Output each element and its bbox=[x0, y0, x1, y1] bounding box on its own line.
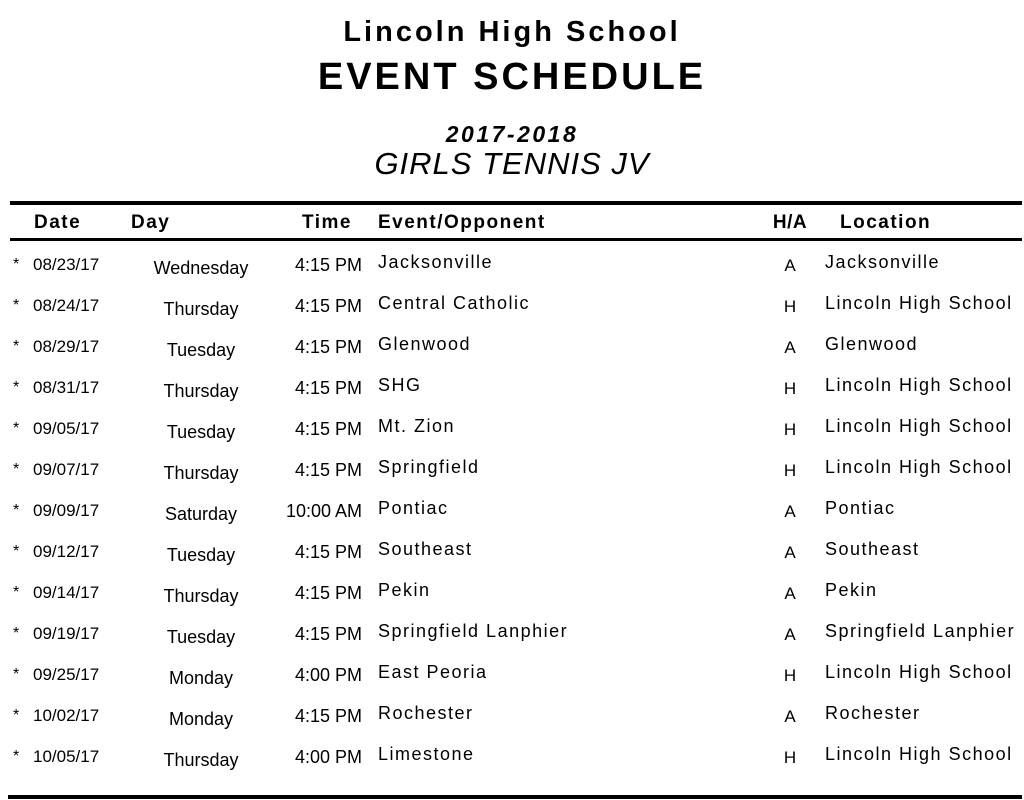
row-star-marker: * bbox=[13, 461, 20, 478]
row-time: 4:15 PM bbox=[294, 419, 362, 439]
row-day: Thursday bbox=[163, 299, 239, 319]
row-location: Lincoln High School bbox=[825, 744, 1013, 764]
row-ha: A bbox=[784, 584, 796, 603]
row-day: Tuesday bbox=[166, 545, 236, 565]
row-location: Lincoln High School bbox=[825, 293, 1013, 313]
row-event: SHG bbox=[378, 375, 422, 395]
row-star-marker: * bbox=[13, 338, 20, 355]
row-time: 4:15 PM bbox=[294, 624, 362, 644]
table-row bbox=[0, 581, 1024, 622]
column-header-day: Day bbox=[131, 212, 171, 233]
row-event: Limestone bbox=[378, 744, 475, 764]
row-day: Thursday bbox=[163, 586, 239, 606]
row-location: Southeast bbox=[825, 539, 920, 559]
row-ha: H bbox=[783, 748, 797, 767]
row-day: Tuesday bbox=[166, 422, 236, 442]
row-location: Rochester bbox=[825, 703, 921, 723]
row-ha: A bbox=[784, 543, 796, 562]
table-row bbox=[0, 335, 1024, 376]
row-day: Wednesday bbox=[153, 258, 249, 278]
school-name: Lincoln High School bbox=[343, 16, 681, 48]
table-row bbox=[0, 622, 1024, 663]
row-ha: H bbox=[783, 461, 797, 480]
row-date: 09/09/17 bbox=[33, 501, 100, 520]
row-time: 10:00 AM bbox=[285, 501, 362, 521]
row-time: 4:15 PM bbox=[294, 542, 362, 562]
row-day: Tuesday bbox=[166, 627, 236, 647]
row-event: Southeast bbox=[378, 539, 473, 559]
row-location: Glenwood bbox=[825, 334, 919, 354]
row-event: Springfield bbox=[378, 457, 480, 477]
row-ha: H bbox=[783, 666, 797, 685]
table-row bbox=[0, 663, 1024, 704]
row-day: Thursday bbox=[163, 463, 239, 483]
row-date: 09/25/17 bbox=[33, 665, 100, 684]
row-date: 09/12/17 bbox=[33, 542, 100, 561]
row-date: 09/14/17 bbox=[33, 583, 100, 602]
row-day: Tuesday bbox=[166, 340, 236, 360]
row-star-marker: * bbox=[13, 256, 20, 273]
column-header-ha: H/A bbox=[772, 212, 808, 233]
row-event: Mt. Zion bbox=[378, 416, 456, 436]
row-star-marker: * bbox=[13, 543, 20, 560]
row-ha: A bbox=[784, 502, 796, 521]
table-row bbox=[0, 745, 1024, 786]
row-event: Glenwood bbox=[378, 334, 472, 354]
row-star-marker: * bbox=[13, 379, 20, 396]
row-date: 09/05/17 bbox=[33, 419, 100, 438]
row-time: 4:15 PM bbox=[294, 296, 362, 316]
row-day: Saturday bbox=[164, 504, 238, 524]
table-row bbox=[0, 253, 1024, 294]
row-ha: A bbox=[784, 338, 796, 357]
row-star-marker: * bbox=[13, 584, 20, 601]
table-row bbox=[0, 540, 1024, 581]
row-event: Pontiac bbox=[378, 498, 449, 518]
row-event: Pekin bbox=[378, 580, 431, 600]
row-date: 08/24/17 bbox=[33, 296, 100, 315]
column-header-event: Event/Opponent bbox=[378, 212, 546, 233]
row-date: 09/07/17 bbox=[33, 460, 100, 479]
table-top-rule bbox=[10, 201, 1022, 205]
row-date: 08/29/17 bbox=[33, 337, 100, 356]
row-event: Springfield Lanphier bbox=[378, 621, 569, 641]
table-row bbox=[0, 458, 1024, 499]
row-time: 4:00 PM bbox=[294, 747, 362, 767]
table-row bbox=[0, 704, 1024, 745]
row-ha: H bbox=[783, 297, 797, 316]
row-ha: A bbox=[784, 625, 796, 644]
row-ha: H bbox=[783, 420, 797, 439]
row-day: Thursday bbox=[163, 381, 239, 401]
row-location: Lincoln High School bbox=[825, 457, 1013, 477]
table-row bbox=[0, 417, 1024, 458]
row-star-marker: * bbox=[13, 297, 20, 314]
column-header-date: Date bbox=[34, 212, 82, 233]
row-date: 09/19/17 bbox=[33, 624, 100, 643]
row-time: 4:15 PM bbox=[294, 706, 362, 726]
row-event: Jacksonville bbox=[378, 252, 494, 272]
season-label: 2017-2018 bbox=[445, 121, 579, 147]
row-star-marker: * bbox=[13, 707, 20, 724]
table-row bbox=[0, 376, 1024, 417]
row-location: Lincoln High School bbox=[825, 375, 1013, 395]
table-row bbox=[0, 499, 1024, 540]
row-ha: H bbox=[783, 379, 797, 398]
row-star-marker: * bbox=[13, 748, 20, 765]
row-star-marker: * bbox=[13, 666, 20, 683]
column-header-time: Time bbox=[301, 212, 352, 233]
row-time: 4:00 PM bbox=[294, 665, 362, 685]
header-bottom-rule bbox=[10, 238, 1022, 241]
row-location: Jacksonville bbox=[825, 252, 941, 272]
row-date: 10/05/17 bbox=[33, 747, 100, 766]
row-star-marker: * bbox=[13, 502, 20, 519]
row-ha: A bbox=[784, 707, 796, 726]
row-location: Pekin bbox=[825, 580, 878, 600]
row-time: 4:15 PM bbox=[294, 378, 362, 398]
team-name: GIRLS TENNIS JV bbox=[374, 146, 650, 181]
row-event: Rochester bbox=[378, 703, 474, 723]
row-date: 08/31/17 bbox=[33, 378, 100, 397]
row-date: 08/23/17 bbox=[33, 255, 100, 274]
row-star-marker: * bbox=[13, 420, 20, 437]
row-time: 4:15 PM bbox=[294, 583, 362, 603]
table-row bbox=[0, 294, 1024, 335]
row-location: Lincoln High School bbox=[825, 662, 1013, 682]
row-day: Monday bbox=[168, 709, 234, 729]
row-event: Central Catholic bbox=[378, 293, 531, 313]
column-header-location: Location bbox=[840, 212, 932, 233]
row-ha: A bbox=[784, 256, 796, 275]
document-title: EVENT SCHEDULE bbox=[317, 56, 707, 98]
row-location: Pontiac bbox=[825, 498, 896, 518]
row-time: 4:15 PM bbox=[294, 337, 362, 357]
row-date: 10/02/17 bbox=[33, 706, 100, 725]
row-event: East Peoria bbox=[378, 662, 488, 682]
row-star-marker: * bbox=[13, 625, 20, 642]
row-time: 4:15 PM bbox=[294, 255, 362, 275]
row-location: Springfield Lanphier bbox=[825, 621, 1016, 641]
row-location: Lincoln High School bbox=[825, 416, 1013, 436]
row-day: Thursday bbox=[163, 750, 239, 770]
row-day: Monday bbox=[168, 668, 234, 688]
row-time: 4:15 PM bbox=[294, 460, 362, 480]
table-bottom-rule bbox=[8, 795, 1022, 799]
